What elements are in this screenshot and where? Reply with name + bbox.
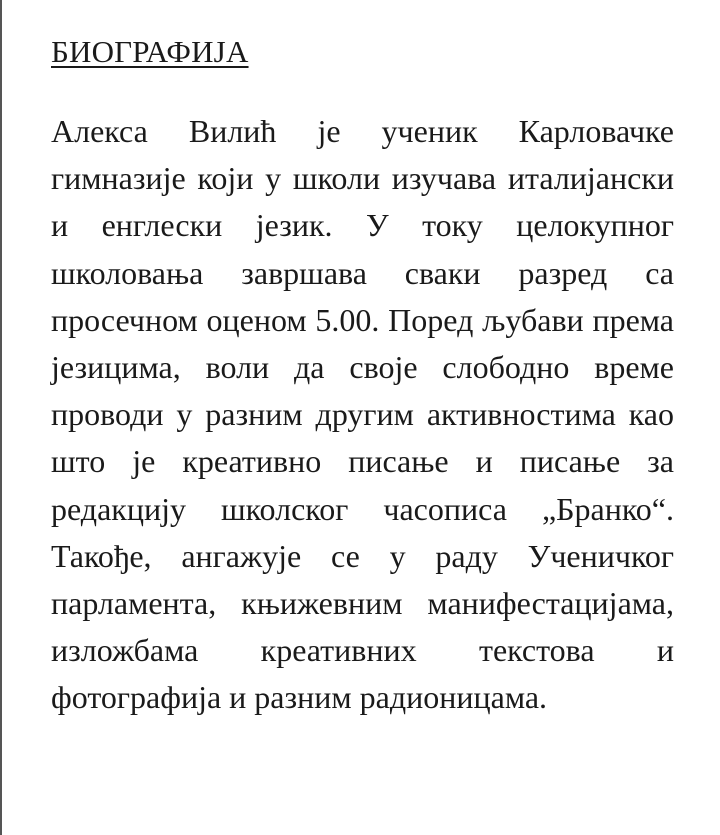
biography-paragraph: Алекса Вилић је ученик Карловачке гимназије који у школи изучава италијански и енглески језик. У току целокупног школовања завршава сваки разред са просечном оценом 5.00. Поред љубави према језицима, воли да своје слободно време проводи у разним другим активностима као што је креативно писање и писање за редакцију школског часописа „Бранко“. Такође, ангажује се у раду Ученичког парламента, књижевним манифестацијама, изложбама креативних текстова и фотографија и разним радионицама.	[51, 113, 674, 716]
section-heading: БИОГРАФИЈА	[51, 34, 249, 69]
